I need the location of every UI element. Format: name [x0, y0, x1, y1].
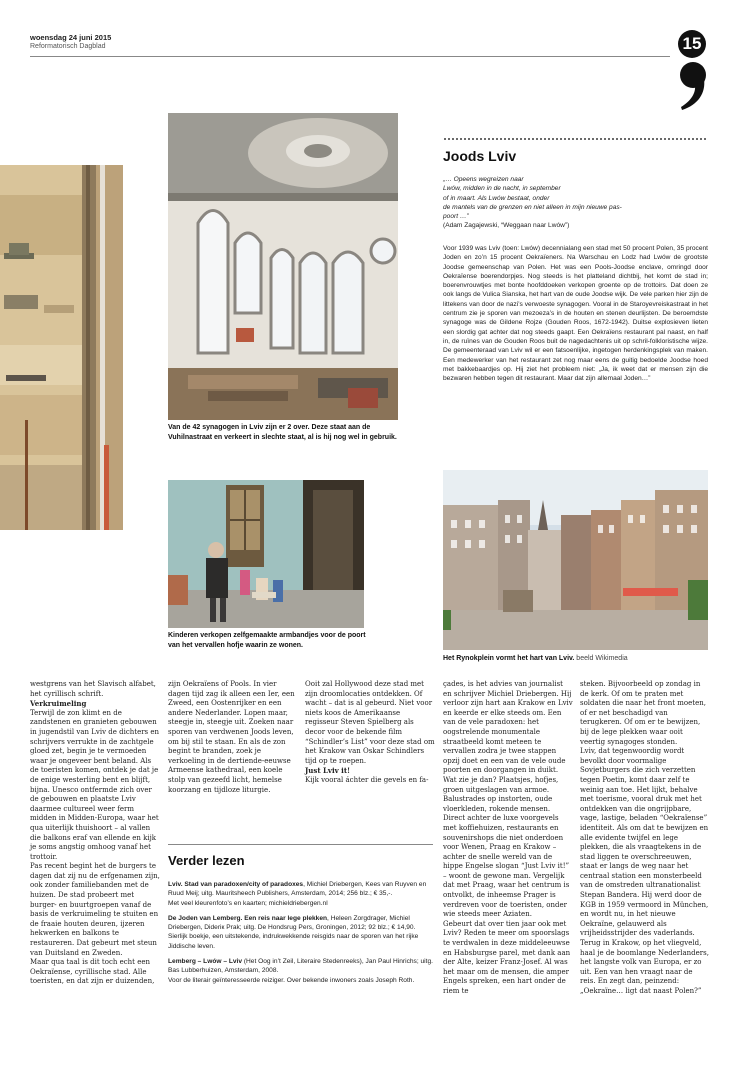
quote-line: „… Opeens wegreizen naar: [443, 176, 524, 183]
book-details: (Het Oog in’t Zeil, Literaire Stedenreeks), Jan Paul Hinrichs; uitg. Bas Lubberhuizen, Amsterdam, 2008.: [168, 958, 433, 975]
paragraph: çades, is het advies van journalist en schrijver Michiel Driebergen. Hij verloor zijn hart aan Krakow en Lviv en keerde er elke steeds om. Een van de vele paradoxen: het oogstrelende monumentale straatbeeld komt meteen te vervallen zodra je twee stappen opzij doet en een van de vele oude poorten en doorgangen in duikt. Wat zie je dan? Plaatsjes, hofjes, groen uitgeslagen van armoe. Balustrades op instorten, oude vloerkleden, rokende mensen.: [443, 680, 573, 813]
book-title: Lemberg – Lwów – Lviv: [168, 958, 243, 966]
section-body: [443, 244, 708, 383]
square-caption: [443, 654, 708, 664]
paragraph: Terwijl de zon klimt en de zandstenen en granieten gebouwen in jugendstil van Lviv de dichters en schrijvers verrukte in de zachtgele gloed zet, begin je te vermoeden waar je ongeveer bent beland. Als de toeristen komen, ontdek je dat je de enige westerling bent en blijft, bijna. Unesco ontfermde zich over de gebouwen en plaatste Lviv daarmee cultureel weer ferm midden in Midden-Europa, waar het qua uiterlijk thuishoort – al vallen die balkons eraf van ellende en kijk je soms angstig omhoog vanaf het trottoir.: [30, 708, 160, 861]
verder-lezen-title: Verder lezen: [168, 853, 245, 868]
newspaper-name: Reformatorisch Dagblad: [30, 43, 106, 50]
paragraph: Kijk vooral áchter die gevels en fa-: [305, 775, 429, 784]
article-column-3: [305, 680, 435, 786]
facade-photo: [0, 165, 123, 530]
synagogue-caption: Van de 42 synagogen in Lviv zijn er 2 over. Deze staat aan de Vuhilnastraat en verkeert in slechte staat, al is hij nog wel in gebruik.: [168, 424, 397, 441]
article-column-2: [168, 680, 298, 795]
book-note: Voor de literair geïnteresseerde reiziger. Over bekende inwoners zoals Joseph Roth.: [168, 976, 415, 984]
quote-line: poort …”: [443, 213, 469, 221]
courtyard-photo: [168, 480, 364, 628]
book-entry: [168, 914, 433, 951]
paragraph: zijn Oekraïens of Pools. In vier dagen tijd zag ik alleen een Ier, een Zweed, een Oostenrijker en een andere Nederlander. Lopen maar, steegje in, steegje uit. Zoeken naar sporen van verdwenen Joods leven, om bij stil te staan. En als de zon begint te branden, zoek je verkoeling in de dertiende-eeuwse Armeense kathedraal, een koele stolp van gezeefd licht, hemelse koorzang en tijdloze liturgie.: [168, 680, 295, 794]
book-entry: [168, 880, 433, 908]
photo-credit: beeld Wikimedia: [576, 655, 628, 662]
article-column-1: [30, 680, 160, 987]
section-body-text: Voor 1939 was Lviv (toen: Lwów) decennialang een stad met 50 procent Polen, 35 procent Joden en zo’n 15 procent Oekraïeners. Na Warschau en Lodz had Lwów de grootste Joodse gemeenschap van Polen. Het was een Pools-Joodse enclave, omringd door Oekraïense boerendorpjes. Nog steeds is het platteland dichtbij, het komt de stad in; boerenvrouwtjes met bonte hoofddoeken verkopen groente op de trottoirs. Dat doen ze ook langs de Vulica Sianska, het hart van de oude Joodse wijk. De vele parken hier zijn de littekens van door de nazi’s verwoeste synagogen. Vooral in de Staroyevreiskastraat in het centrum zie je sporen van mezoeza’s in de houten en stenen deurlijsten. De beroemdste synagoge was de Gildene Rojze (Gouden Roos, 1672-1942). Duitse explosieven lieten een slordig gat achter dat nog steeds gaapt. Een Oekraïens restaurant pal naast, en half in, de ruïnes van de Gouden Roos buit de nagedachtenis uit op schril-folkloristische wijze. De gemeenteraad van Lviv wil er een fatsoenlijke, ingetogen herdenkingsplek van maken. Een medewerker van het restaurant zet nog maar eens de guitig bedoelde Joodse hoed met bakkebaardjes op. Hij ziet het probleem niet: „Ja, ik weet dat er mensen zijn die bezwaren hebben tegen dit restaurant. Maar dat zijn allemaal Joden…”: [443, 245, 708, 383]
paragraph: westgrens van het Slavisch alfabet, het cyrillisch schrift.: [30, 680, 156, 698]
verder-rule: [168, 844, 433, 845]
article-column-4: [443, 680, 573, 997]
square-caption-text: Het Rynokplein vormt het hart van Lviv.: [443, 655, 575, 662]
paragraph: Maar qua taal is dit toch echt een Oekraïense, cyrillische stad. Alle toeristen, en dat zijn er duizenden,: [30, 958, 155, 986]
reading-list: [168, 880, 433, 991]
paragraph: Ooit zal Hollywood deze stad met zijn droomlocaties ontdekken. Of wacht – dat is al gebeurd. Niet voor niets koos de Amerikaanse regisseur Steven Spielberg als decor voor de bekende film “Schindler’s List” voor deze stad om het Krakow van Oskar Schindlers tijd op te roepen.: [305, 680, 435, 765]
paragraph: steken. Bijvoorbeeld op zondag in de kerk. Of om te praten met soldaten die naar het front moeten, of er net beschadigd van terugkeren. Of om er te bewijzen, bij de lege plekken waar ooit veertig synagoges stonden.: [580, 680, 706, 746]
subheading: Verkruimeling: [30, 699, 87, 709]
book-details: , Heleen Zorgdrager, Michiel Driebergen, Dideriк Prak; uitg. De Hondsrug Pers, Groningen, 2012; 92 blz.; € 14,90.: [168, 914, 416, 932]
book-note: Met veel kleurenfoto’s en kaarten; michieldriebergen.nl: [168, 899, 328, 907]
quote-line: Lwów, midden in de nacht, in september: [443, 185, 561, 193]
header-rule: [30, 56, 670, 57]
section-quote: [443, 175, 708, 231]
book-title: Lviv. Stad van paradoxen/city of paradoxes: [168, 881, 304, 888]
book-entry: [168, 957, 433, 985]
quote-line: of in maart. Als Lwów bestaat, onder: [443, 194, 550, 202]
synagogue-photo: [168, 113, 398, 420]
comma-logo-icon: [676, 61, 710, 115]
quote-source: (Adam Zagajewski, “Weggaan naar Lwów”): [443, 222, 570, 230]
courtyard-caption: Kinderen verkopen zelfgemaakte armbandjes voor de poort van het vervallen hofje waarin ze wonen.: [168, 632, 366, 649]
section-dotted-rule: [443, 137, 708, 142]
subheading: Just Lviv it!: [305, 766, 351, 776]
issue-date: woensdag 24 juni 2015: [30, 33, 112, 42]
book-title: De Joden van Lemberg. Een reis naar lege plekken: [168, 914, 328, 922]
paragraph: Gebeurt dat over tien jaar ook met Lviv? Reden te meer om spoorslags te verdwalen in deze middeleeuwse en Habsburgse parel, met dank aan der Alte, keizer Franz-Josef. Al was het maar om de mensen, die amper Engels spreken, een hart onder de riem te: [443, 919, 571, 995]
rynok-square-photo: [443, 470, 708, 650]
paragraph: Pas recent begint het de burgers te dagen dat zij nu de erfgenamen zijn, ook zonder familiebanden met de huizen. De stad probeert met burger- en buurtgroepen vanaf de basis de verkruimeling te stuiten en de fraaie houten deuren, ijzeren hekwerken en balkons te restaureren. Dat gebeurt met steun van Duitsland en Zweden.: [30, 862, 160, 957]
paragraph: Lviv, dat tegenwoordig wordt bevolkt door voormalige Sovjetburgers die zich verzetten tegen Poetin, komt daar zelf te weinig aan toe. Het lijkt, behalve met toerisme, vooral druk met het ontdekken van die ongrijpbare, vage, lastige, beladen “Oekraïense” identiteit. Als om dat te bewijzen en alle evidente twijfel en lege plekken, die als vraagtekens in de stad liggen te overschreeuwen, staat er langs de weg naar het centraal station een monsterbeeld van de omstreden ultranationalist Stepan Bandera. Hij werd door de KGB in 1959 vermoord in München, en wordt nu, in het nieuwe Oekraïne, gelauwerd als vrijheidsstrijder des vaderlands.: [580, 747, 709, 938]
section-title: Joods Lviv: [443, 148, 517, 164]
book-note: Sierlijk boekje, een uitstekende, indrukwekkende reisgids naar de sporen van het rijke Jiddische leven.: [168, 933, 419, 950]
quote-line: de mantels van de grenzen en niet alleen in mijn nieuwe pas-: [443, 203, 622, 211]
paragraph: Direct achter de luxe voorgevels met koffiehuizen, restaurants en souvenirshops die niet onderdoen voor Wenen, Praag en Krakow – achter de snelle wereld van de hippe Engelse slogan “Just Lviv it!” – woont de gewone man. Vergelijk dat met Praag, waar het centrum is ontvolkt, de inheemse Prager is verdreven voor de toeristen, onder wie steeds meer Aziaten.: [443, 814, 570, 919]
paragraph: Terug in Krakow, op het vliegveld, haal je de boomlange Nederlanders, het langste volk van Europa, er zo uit. Een van hen vraagt naar de reis. En zegt dan, peinzend: „Oekraïne… ligt dat naast Polen?”: [580, 939, 709, 995]
book-details: , Michiel Driebergen, Kees van Ruyven en Ruud Meij; uitg. Mauritsheech Publishers, Amsterdam, 2014; 256 blz.; € 35,-.: [168, 881, 427, 898]
page-number: 15: [678, 30, 706, 58]
article-column-5: [580, 680, 710, 997]
